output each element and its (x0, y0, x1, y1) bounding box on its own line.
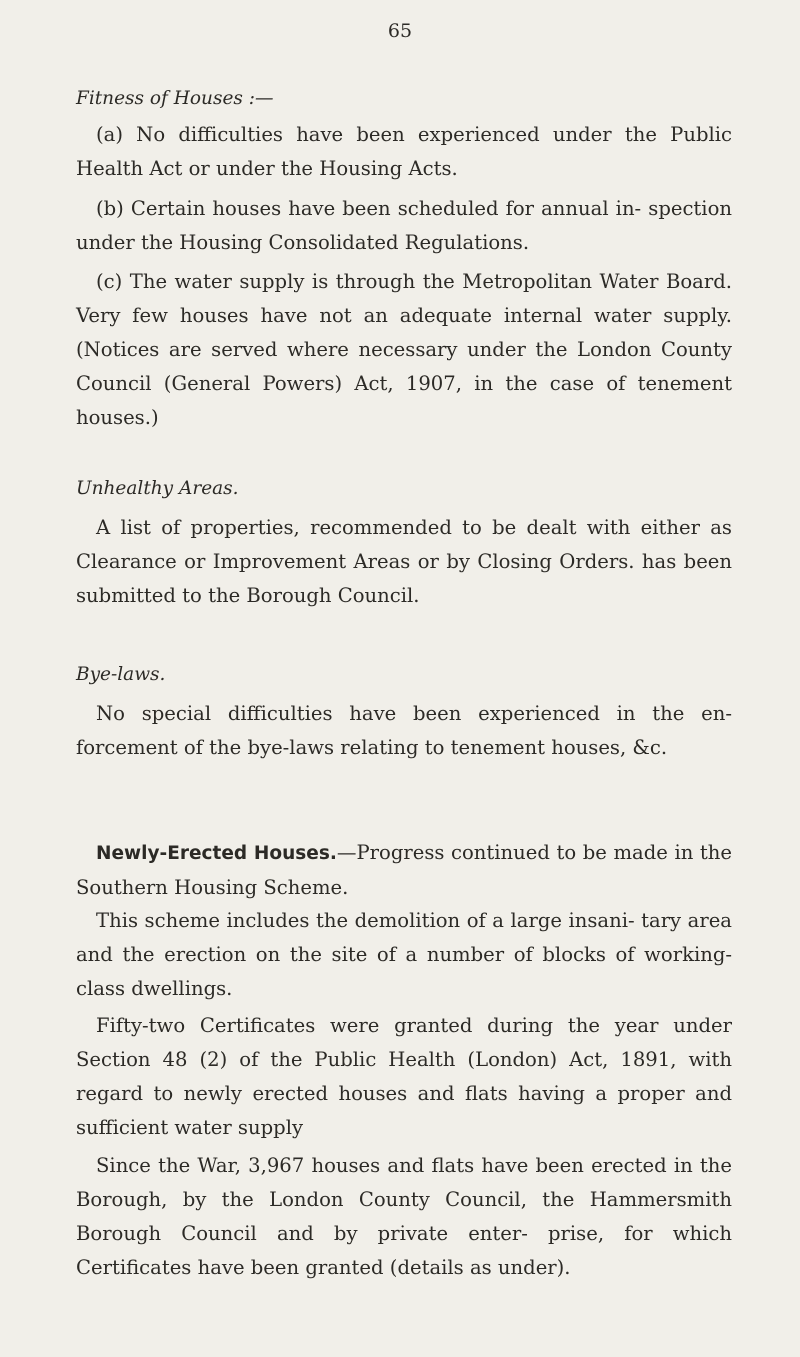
fitness-para-b: (b) Certain houses have been scheduled for annual in- spection under the Housing Consolidated Regulations. (76, 197, 732, 254)
newly-erected-para-2: This scheme includes the demolition of a large insani- tary area and the erection on the site of a number of blocks of working-class dwellings. (76, 909, 732, 1000)
fitness-para-c: (c) The water supply is through the Metropolitan Water Board. Very few houses have not an adequate internal water supply. (Notices are served where necessary under the London County Council (General Powers) Act, 1907, in the case of tenement houses.) (76, 270, 732, 429)
newly-erected-para-3: Fifty-two Certificates were granted during the year under Section 48 (2) of the Public Health (London) Act, 1891, with regard to newly erected houses and flats having a proper and sufficient water supply (76, 1014, 732, 1139)
newly-erected-para-1 (76, 836, 732, 905)
unhealthy-areas-heading: Unhealthy Areas. (76, 478, 239, 499)
page-number: 65 (387, 20, 413, 42)
newly-erected-para-1-text: —Progress continued to be made in the Southern Housing Scheme. (76, 841, 733, 899)
unhealthy-areas-para: A list of properties, recommended to be dealt with either as Clearance or Improvement Areas or by Closing Orders. has been submitted to the Borough Council. (76, 516, 732, 607)
bye-laws-para: No special difficulties have been experienced in the en- forcement of the bye-laws relating to tenement houses, &c. (76, 702, 732, 759)
newly-erected-para-4: Since the War, 3,967 houses and flats have been erected in the Borough, by the London County Council, the Hammersmith Borough Council and by private enter- prise, for which Certificates have been granted (details as under). (76, 1154, 732, 1279)
fitness-para-a: (a) No difficulties have been experienced under the Public Health Act or under the Housing Acts. (76, 123, 732, 180)
fitness-heading: Fitness of Houses :— (76, 88, 274, 109)
newly-erected-heading: Newly-Erected Houses. (96, 843, 337, 864)
bye-laws-heading: Bye-laws. (76, 664, 166, 685)
